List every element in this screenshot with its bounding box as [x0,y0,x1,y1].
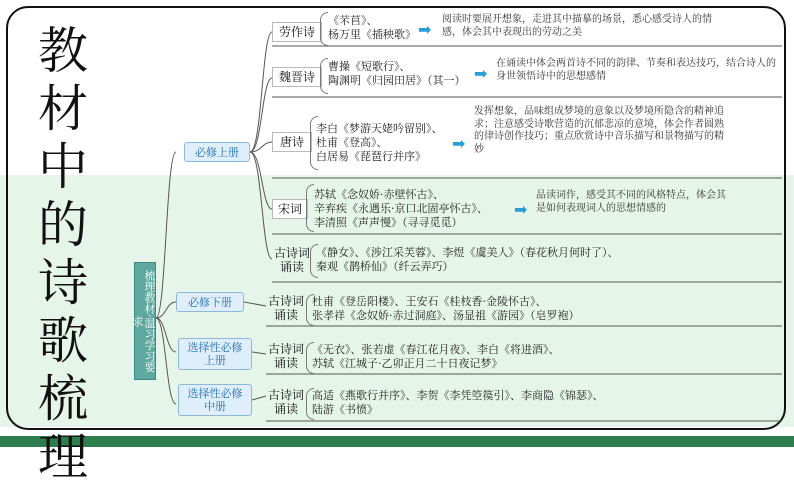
works-laozuo [328,14,416,42]
title-char: 材 [38,80,88,138]
title-char: 中 [38,138,88,196]
category-gu3[interactable]: 古诗词诵读 [267,342,304,370]
category-gu1[interactable]: 古诗词诵读 [273,246,310,274]
title-char: 歌 [38,312,88,370]
category-song[interactable]: 宋词 [272,199,308,219]
arrow-right-icon: ➡ [474,64,488,83]
note-tang: 发挥想象，品味组成梦境的意象以及梦境所隐含的精神追求；注意感受诗歌营造的沉郁悲凉的意境，体会作者圆熟的律诗创作技巧；重点欣赏诗中音乐描写和景物描写的精妙 [474,106,724,155]
category-tang[interactable]: 唐诗 [272,132,312,152]
works-song [314,188,488,230]
works-gu2 [312,295,580,323]
work-line: 秦观《鹊桥仙》（纤云弄巧） [316,260,454,273]
works-tang [316,122,443,164]
work-line: 李清照《声声慢》（寻寻觅觅） [314,216,463,229]
work-line: 辛弃疾《永遇乐·京口北固亭怀古》、 [314,202,488,215]
works-gu3 [312,343,560,371]
note-laozuo: 阅读时要展开想象，走进其中描摹的场景，悉心感受诗人的情感，体会其中表现出的劳动之美 [442,14,712,38]
book-xuanze-shang[interactable]: 选择性必修上册 [178,338,252,370]
work-line: 陆游《书愤》 [312,403,378,416]
work-line: 白居易《琵琶行并序》 [316,150,426,163]
category-laozuo[interactable]: 劳作诗 [272,22,322,42]
note-song: 品读词作，感受其不同的风格特点，体会其是如何表现词人的思想情感的 [536,190,726,214]
brace [320,58,328,94]
works-gu4 [312,389,604,417]
category-gu4[interactable]: 古诗词诵读 [267,388,304,416]
work-line: 杨万里《插秧歌》 [328,28,416,41]
arrow-right-icon: ➡ [418,20,432,39]
work-line: 曹操《短歌行》、 [328,60,411,73]
work-line: 李白《梦游天姥吟留别》、 [316,122,443,135]
work-line: 苏轼《江城子·乙卯正月二十日夜记梦》 [312,357,503,370]
category-weijin[interactable]: 魏晋诗 [272,67,322,87]
work-line: 《静女》、《涉江采芙蓉》、李煜《虞美人》（春花秋月何时了）、 [316,246,619,259]
category-gu2[interactable]: 古诗词诵读 [267,294,304,322]
work-line: 杜甫《登高》、 [316,136,388,149]
arrow-right-icon: ➡ [452,134,466,153]
work-line: 张孝祥《念奴娇·赤过洞庭》、汤显祖《游园》（皂罗袍） [312,309,580,322]
work-line: 《芣苢》、 [328,14,378,27]
title-char: 的 [38,196,88,254]
arrow-right-icon: ➡ [514,200,528,219]
book-xuanze-zhong[interactable]: 选择性必修中册 [178,384,252,416]
book-bixiu-shang[interactable]: 必修上册 [184,142,250,162]
work-line: 苏轼《念奴娇·赤壁怀古》、 [314,188,444,201]
title-char: 梳 [38,370,88,428]
works-weijin [328,60,466,88]
note-weijin: 在诵读中体会两首诗不同的韵律、节奏和表达技巧，结合诗人的身世领悟诗中的思想感情 [496,58,776,82]
brace [320,12,328,46]
title-char: 理 [38,428,88,486]
title-char: 教 [38,22,88,80]
brace [306,184,314,232]
book-bixiu-xia[interactable]: 必修下册 [176,292,244,312]
works-gu1 [316,246,619,274]
work-line: 高适《燕歌行并序》、李贺《李凭箜篌引》、李商隐《锦瑟》、 [312,389,604,402]
work-line: 杜甫《登岳阳楼》、王安石《桂枝香·金陵怀古》、 [312,295,547,308]
work-line: 陶渊明《归园田居》（其一） [328,74,466,87]
work-line: 《无衣》、张若虚《春江花月夜》、李白《将进酒》、 [312,343,560,356]
side-tab: 梳理教材·温习学习要求 [134,262,156,380]
title-char: 诗 [38,254,88,312]
